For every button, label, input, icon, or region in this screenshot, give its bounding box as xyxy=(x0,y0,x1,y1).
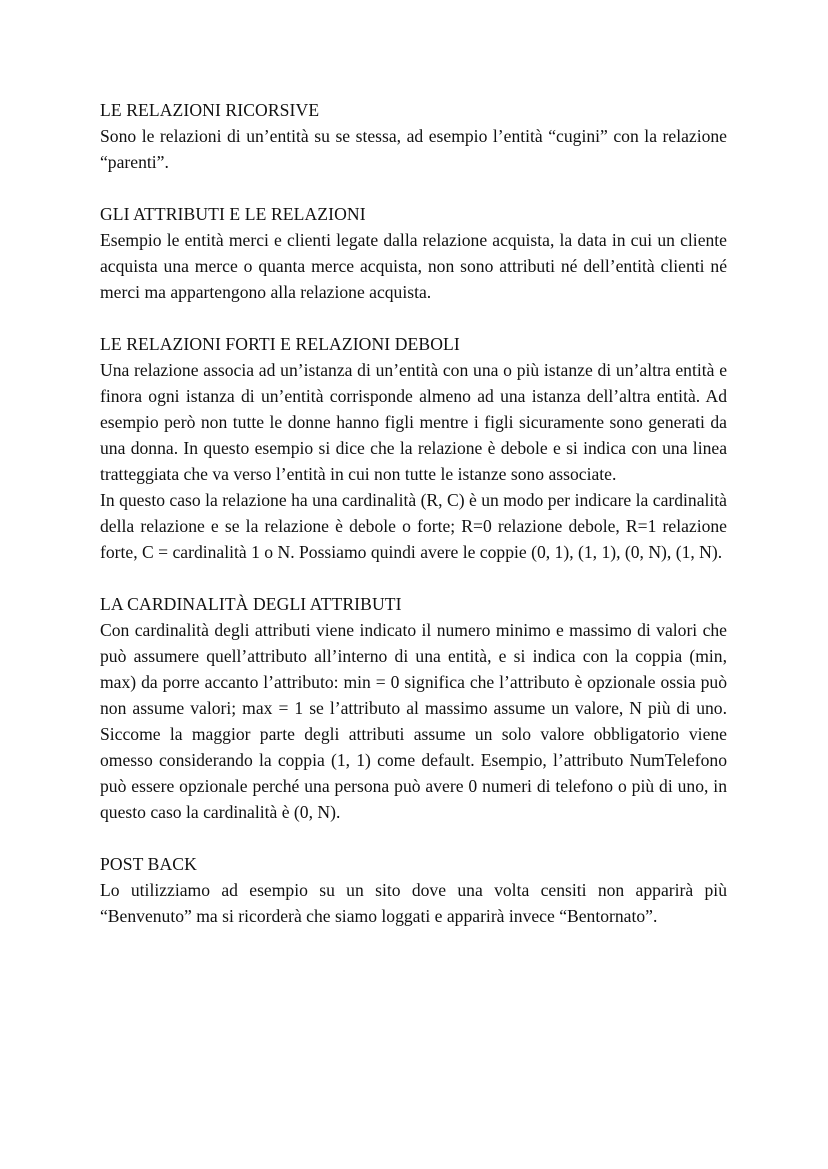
document-page xyxy=(100,97,727,955)
section-relazioni-ricorsive xyxy=(100,97,727,175)
section-heading: POST BACK xyxy=(100,854,197,874)
section-post-back xyxy=(100,851,727,929)
section-paragraph: Esempio le entità merci e clienti legate dalla relazione acquista, la data in cui un cliente acquista una merce o quanta merce acquista, non sono attributi né dell’entità clienti né merci ma appartengono alla relazione acquista. xyxy=(100,230,727,302)
section-relazioni-forti-deboli xyxy=(100,331,727,565)
section-paragraph: Una relazione associa ad un’istanza di un’entità con una o più istanze di un’altra entità e finora ogni istanza di un’entità corrisponde almeno ad una istanza dell’altra entità. Ad esempio però non tutte le donne hanno figli mentre i figli sicuramente sono generati da una donna. In questo esempio si dice che la relazione è debole e si indica con una linea tratteggiata che va verso l’entità in cui non tutte le istanze sono associate. xyxy=(100,360,727,484)
section-attributi-e-relazioni xyxy=(100,201,727,305)
section-paragraph: In questo caso la relazione ha una cardinalità (R, C) è un modo per indicare la cardinalità della relazione e se la relazione è debole o forte; R=0 relazione debole, R=1 relazione forte, C = cardinalità 1 o N. Possiamo quindi avere le coppie (0, 1), (1, 1), (0, N), (1, N). xyxy=(100,490,727,562)
section-paragraph: Sono le relazioni di un’entità su se stessa, ad esempio l’entità “cugini” con la relazione “parenti”. xyxy=(100,126,727,172)
section-heading: LE RELAZIONI RICORSIVE xyxy=(100,100,320,120)
section-cardinalita-attributi xyxy=(100,591,727,825)
section-paragraph: Con cardinalità degli attributi viene indicato il numero minimo e massimo di valori che può assumere quell’attributo all’interno di una entità, e si indica con la coppia (min, max) da porre accanto l’attributo: min = 0 significa che l’attributo è opzionale ossia può non assume valori; max = 1 se l’attributo al massimo assume un valore, N più di uno. Siccome la maggior parte degli attributi assume un solo valore obbligatorio viene omesso considerando la coppia (1, 1) come default. Esempio, l’attributo NumTelefono può essere opzionale perché una persona può avere 0 numeri di telefono o più di uno, in questo caso la cardinalità è (0, N). xyxy=(100,620,727,822)
section-heading: LE RELAZIONI FORTI E RELAZIONI DEBOLI xyxy=(100,334,460,354)
section-heading: GLI ATTRIBUTI E LE RELAZIONI xyxy=(100,204,366,224)
section-heading: LA CARDINALITÀ DEGLI ATTRIBUTI xyxy=(100,594,402,614)
section-paragraph: Lo utilizziamo ad esempio su un sito dove una volta censiti non apparirà più “Benvenuto” ma si ricorderà che siamo loggati e apparirà invece “Bentornato”. xyxy=(100,880,727,926)
